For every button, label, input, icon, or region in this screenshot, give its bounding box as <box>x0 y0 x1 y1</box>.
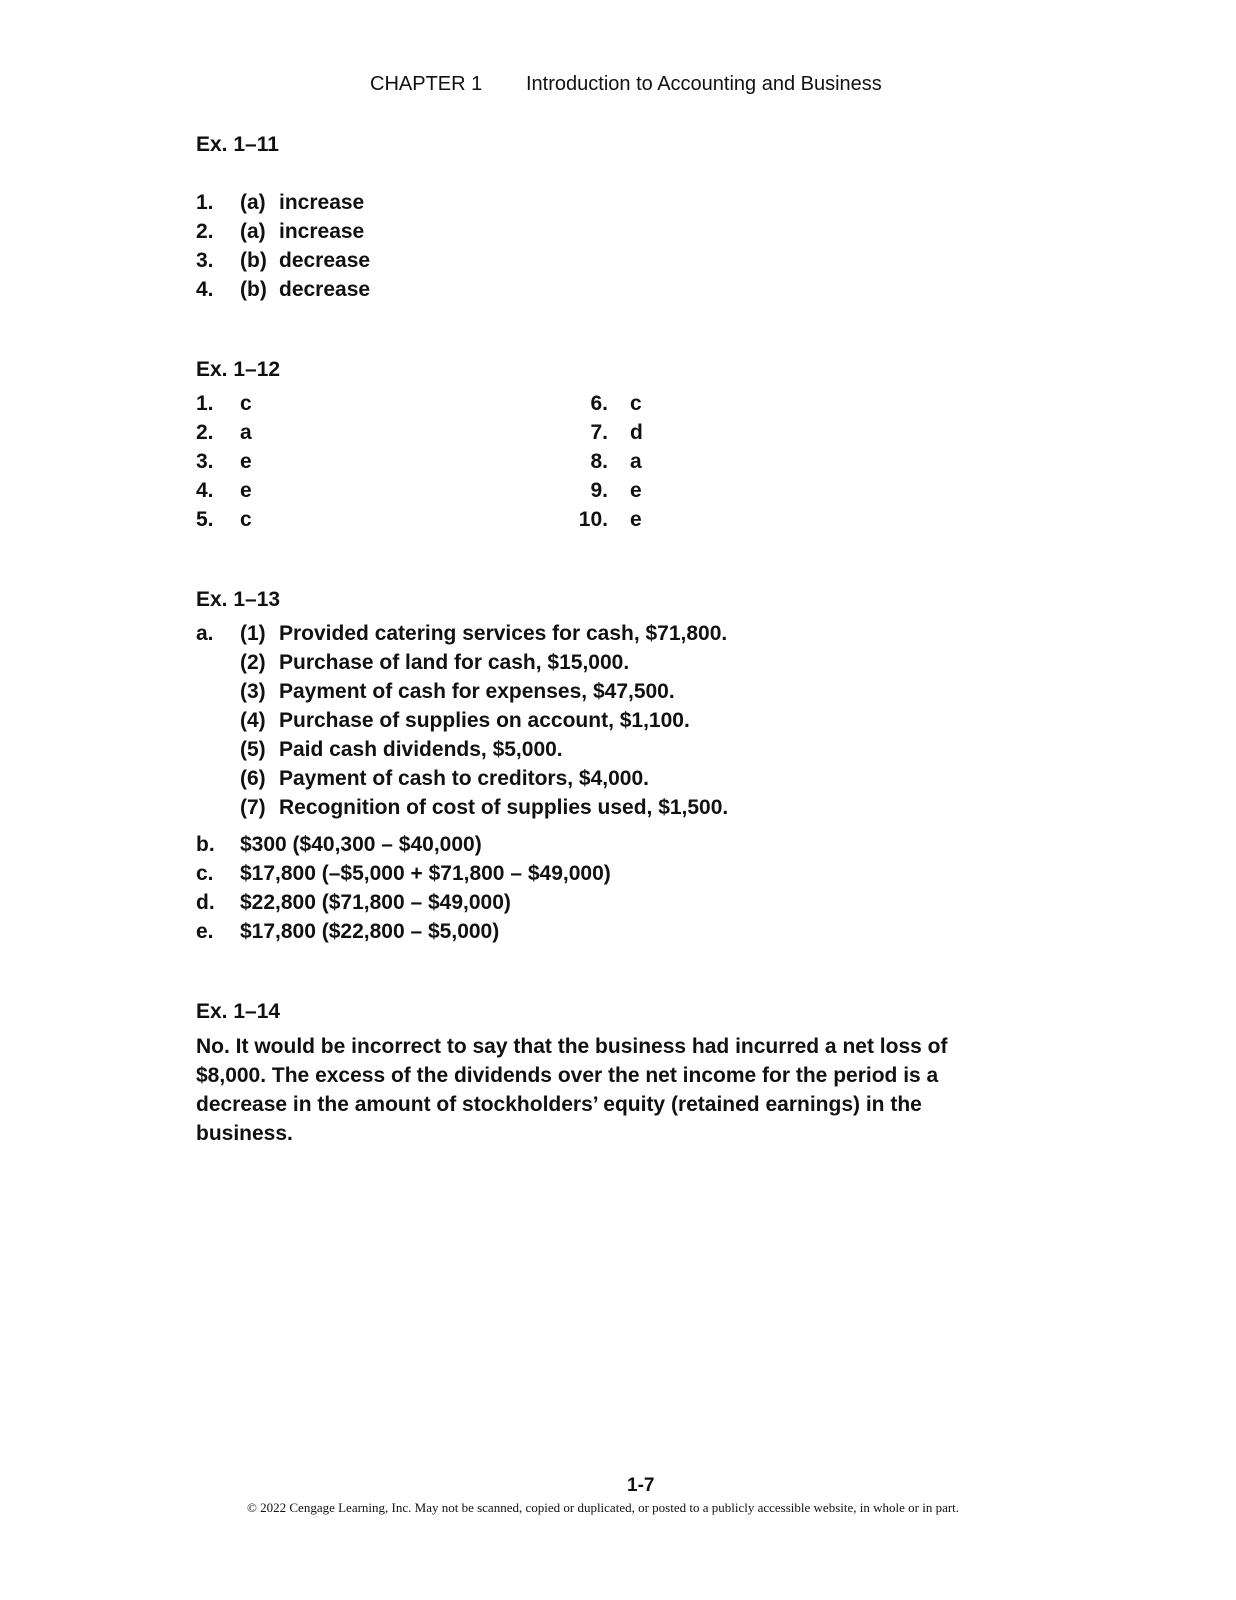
answer-number: 8. <box>590 450 608 473</box>
transaction-text: Payment of cash for expenses, $47,500. <box>279 680 675 703</box>
answer-number: 4. <box>196 479 214 502</box>
transaction-number: (6) <box>240 767 266 790</box>
transaction-text: Purchase of land for cash, $15,000. <box>279 651 630 674</box>
part-label: e. <box>196 920 214 943</box>
answer-letter: e <box>630 508 642 531</box>
item-text: increase <box>279 191 365 214</box>
transaction-number: (3) <box>240 680 266 703</box>
transaction-text: Purchase of supplies on account, $1,100. <box>279 709 690 732</box>
answer-number: 6. <box>590 392 608 415</box>
chapter-label: CHAPTER 1 <box>370 73 483 95</box>
answer-number: 7. <box>590 421 608 444</box>
part-answer: $17,800 (–$5,000 + $71,800 – $49,000) <box>240 862 611 885</box>
ex13-heading: Ex. 1–13 <box>196 588 281 611</box>
item-number: 4. <box>196 278 214 301</box>
transaction-text: Paid cash dividends, $5,000. <box>279 738 563 761</box>
chapter-title: Introduction to Accounting and Business <box>526 73 882 95</box>
answer-letter: c <box>240 508 252 531</box>
answer-letter: e <box>240 479 252 502</box>
answer-number: 10. <box>578 508 608 531</box>
transaction-number: (4) <box>240 709 266 732</box>
answer-letter: d <box>630 421 643 444</box>
part-answer: $300 ($40,300 – $40,000) <box>240 833 482 856</box>
ex11-heading: Ex. 1–11 <box>196 133 279 156</box>
answer-number: 1. <box>196 392 214 415</box>
part-answer: $22,800 ($71,800 – $49,000) <box>240 891 511 914</box>
item-number: 2. <box>196 220 214 243</box>
answer-letter: e <box>630 479 642 502</box>
transaction-text: Provided catering services for cash, $71,800. <box>279 622 728 645</box>
answer-number: 3. <box>196 450 214 473</box>
answer-letter: c <box>240 392 252 415</box>
ex12-heading: Ex. 1–12 <box>196 358 281 381</box>
item-letter: (b) <box>240 249 267 272</box>
ex14-answer-paragraph: No. It would be incorrect to say that the business had incurred a net loss of $8,000. The excess of the dividends over the net income for the period is a decrease in the amount of stockholders’ equity (retained earnings) in the business. <box>196 1035 948 1145</box>
item-text: increase <box>279 220 365 243</box>
page-number: 1-7 <box>627 1475 655 1496</box>
item-letter: (b) <box>240 278 267 301</box>
transaction-number: (1) <box>240 622 266 645</box>
part-answer: $17,800 ($22,800 – $5,000) <box>240 920 500 943</box>
part-a-label: a. <box>196 622 214 645</box>
ex14-heading: Ex. 1–14 <box>196 1000 281 1023</box>
copyright-notice: © 2022 Cengage Learning, Inc. May not be scanned, copied or duplicated, or posted to a publicly accessible website, in whole or in part. <box>247 1500 960 1515</box>
item-number: 1. <box>196 191 214 214</box>
transaction-number: (7) <box>240 796 266 819</box>
item-text: decrease <box>279 249 371 272</box>
part-label: c. <box>196 862 214 885</box>
answer-letter: a <box>240 421 252 444</box>
answer-letter: a <box>630 450 642 473</box>
item-number: 3. <box>196 249 214 272</box>
transaction-number: (2) <box>240 651 266 674</box>
transaction-text: Recognition of cost of supplies used, $1,500. <box>279 796 729 819</box>
part-label: d. <box>196 891 215 914</box>
answer-letter: e <box>240 450 252 473</box>
transaction-number: (5) <box>240 738 266 761</box>
item-letter: (a) <box>240 191 266 214</box>
answer-number: 9. <box>590 479 608 502</box>
part-label: b. <box>196 833 215 856</box>
transaction-text: Payment of cash to creditors, $4,000. <box>279 767 649 790</box>
item-text: decrease <box>279 278 371 301</box>
answer-number: 2. <box>196 421 214 444</box>
answer-number: 5. <box>196 508 214 531</box>
item-letter: (a) <box>240 220 266 243</box>
answer-letter: c <box>630 392 642 415</box>
